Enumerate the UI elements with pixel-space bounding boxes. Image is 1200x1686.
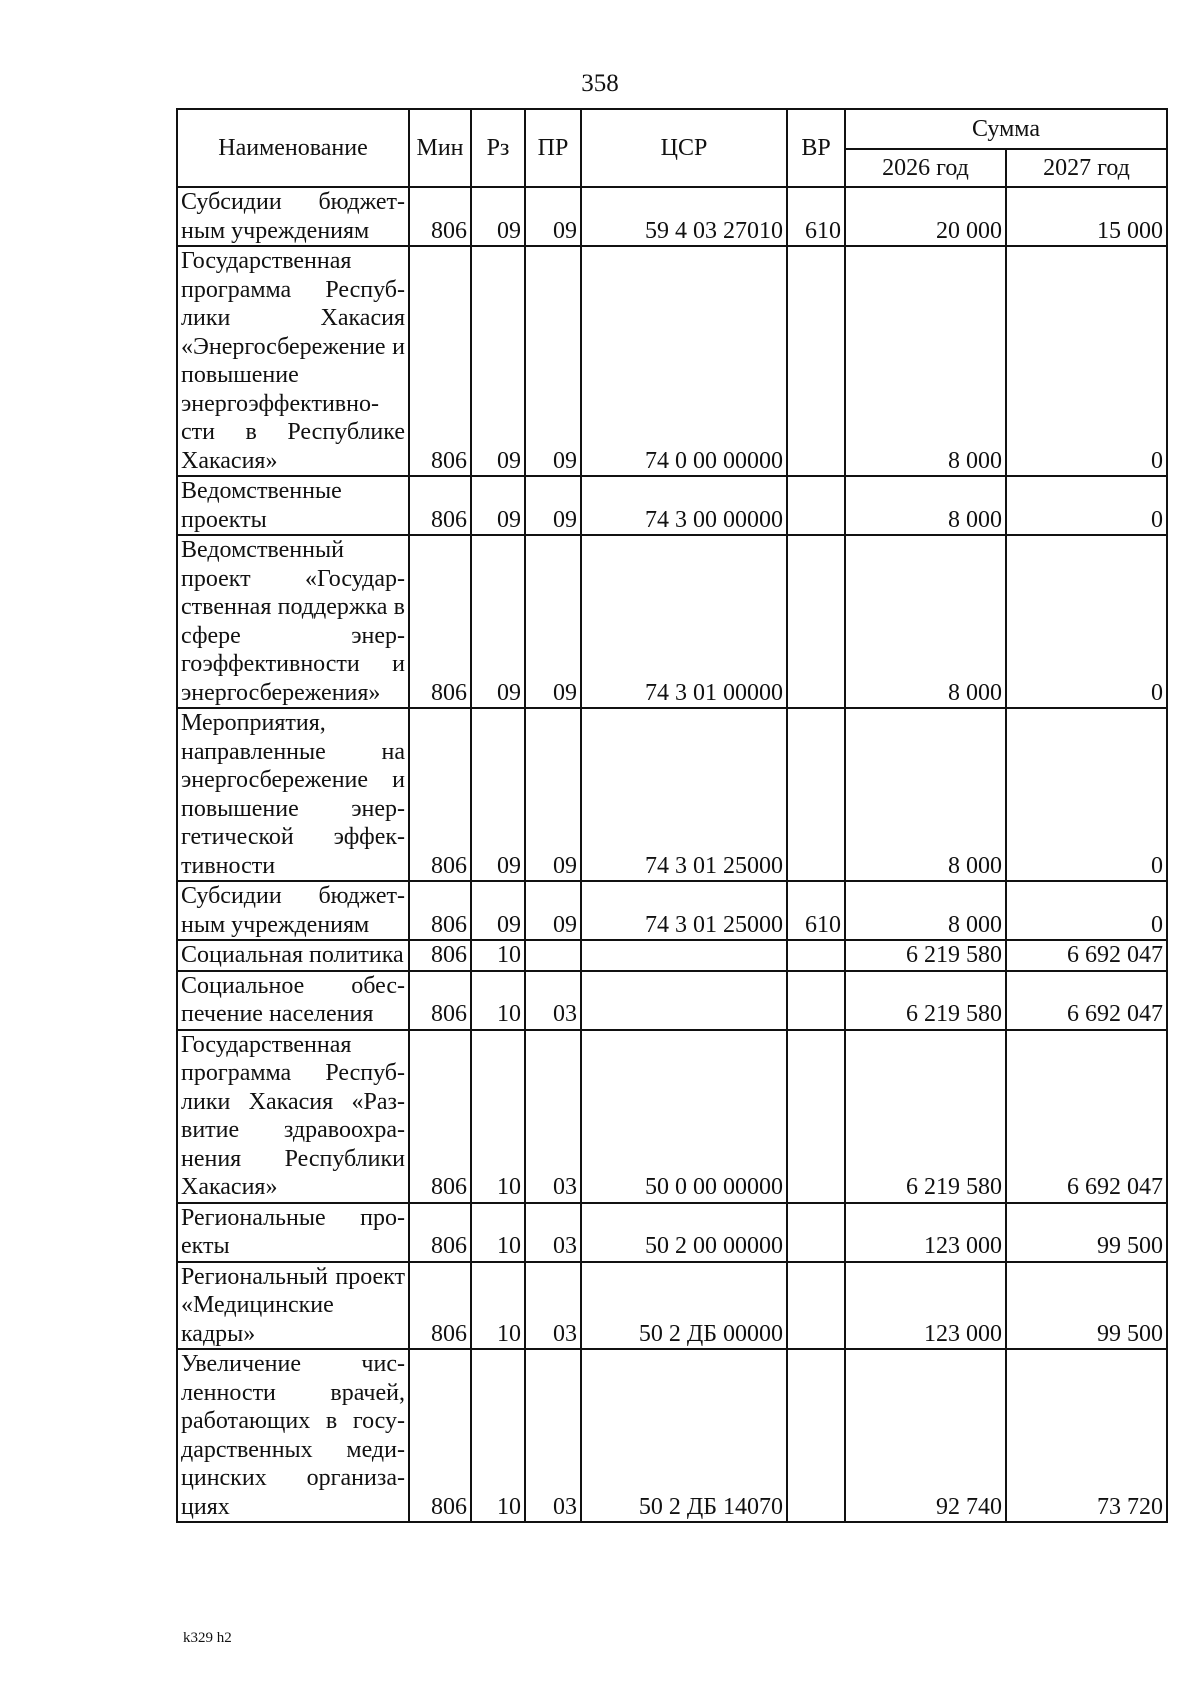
cell-amount-2026: 6 219 580 bbox=[845, 1030, 1006, 1203]
cell-vr bbox=[787, 708, 845, 881]
header-csr: ЦСР bbox=[581, 109, 787, 187]
cell-name: Ведомственный проект «Государственная поддержка в сфере энергоэффективности и энергосбережения» bbox=[177, 535, 409, 708]
cell-pr: 03 bbox=[525, 1349, 581, 1522]
cell-min: 806 bbox=[409, 1349, 471, 1522]
header-pr: ПР bbox=[525, 109, 581, 187]
cell-csr: 50 2 ДБ 00000 bbox=[581, 1262, 787, 1350]
page-number: 358 bbox=[581, 70, 619, 97]
table-row bbox=[177, 1349, 1167, 1522]
cell-csr: 50 2 ДБ 14070 bbox=[581, 1349, 787, 1522]
cell-name: Субсидии бюджетным учреждениям bbox=[177, 187, 409, 246]
cell-name: Субсидии бюджетным учреждениям bbox=[177, 881, 409, 940]
cell-amount-2027: 6 692 047 bbox=[1006, 940, 1167, 971]
cell-vr bbox=[787, 1030, 845, 1203]
cell-vr bbox=[787, 1349, 845, 1522]
header-year-2026: 2026 год bbox=[845, 149, 1006, 187]
header-sum: Сумма bbox=[845, 109, 1167, 149]
cell-name: Ведомственные проекты bbox=[177, 476, 409, 535]
cell-vr bbox=[787, 1262, 845, 1350]
cell-rz: 09 bbox=[471, 881, 525, 940]
cell-min: 806 bbox=[409, 940, 471, 971]
cell-pr: 03 bbox=[525, 1203, 581, 1262]
cell-min: 806 bbox=[409, 1203, 471, 1262]
cell-rz: 10 bbox=[471, 1349, 525, 1522]
table-row bbox=[177, 708, 1167, 881]
cell-csr: 74 0 00 00000 bbox=[581, 246, 787, 476]
cell-vr bbox=[787, 476, 845, 535]
cell-rz: 10 bbox=[471, 940, 525, 971]
cell-amount-2027: 99 500 bbox=[1006, 1203, 1167, 1262]
cell-amount-2027: 0 bbox=[1006, 535, 1167, 708]
cell-pr: 09 bbox=[525, 246, 581, 476]
cell-amount-2027: 0 bbox=[1006, 708, 1167, 881]
cell-min: 806 bbox=[409, 971, 471, 1030]
cell-csr bbox=[581, 940, 787, 971]
cell-rz: 09 bbox=[471, 246, 525, 476]
cell-amount-2027: 73 720 bbox=[1006, 1349, 1167, 1522]
cell-vr bbox=[787, 535, 845, 708]
cell-min: 806 bbox=[409, 535, 471, 708]
cell-amount-2027: 99 500 bbox=[1006, 1262, 1167, 1350]
cell-pr: 09 bbox=[525, 476, 581, 535]
cell-csr: 74 3 01 25000 bbox=[581, 881, 787, 940]
header-min: Мин bbox=[409, 109, 471, 187]
cell-min: 806 bbox=[409, 476, 471, 535]
table-row bbox=[177, 187, 1167, 246]
cell-pr: 03 bbox=[525, 1262, 581, 1350]
cell-rz: 10 bbox=[471, 971, 525, 1030]
table-row bbox=[177, 246, 1167, 476]
cell-amount-2026: 20 000 bbox=[845, 187, 1006, 246]
cell-pr: 09 bbox=[525, 708, 581, 881]
cell-rz: 10 bbox=[471, 1203, 525, 1262]
cell-csr: 74 3 01 25000 bbox=[581, 708, 787, 881]
table-row bbox=[177, 940, 1167, 971]
cell-pr: 03 bbox=[525, 1030, 581, 1203]
table-row bbox=[177, 1030, 1167, 1203]
cell-csr: 74 3 00 00000 bbox=[581, 476, 787, 535]
cell-min: 806 bbox=[409, 881, 471, 940]
budget-table-container bbox=[176, 108, 1166, 1523]
cell-amount-2026: 8 000 bbox=[845, 246, 1006, 476]
cell-amount-2027: 0 bbox=[1006, 881, 1167, 940]
cell-pr: 03 bbox=[525, 971, 581, 1030]
cell-amount-2026: 123 000 bbox=[845, 1203, 1006, 1262]
cell-amount-2026: 8 000 bbox=[845, 476, 1006, 535]
table-row bbox=[177, 971, 1167, 1030]
table-row bbox=[177, 1262, 1167, 1350]
cell-csr: 50 0 00 00000 bbox=[581, 1030, 787, 1203]
budget-table bbox=[176, 108, 1168, 1523]
cell-pr: 09 bbox=[525, 881, 581, 940]
cell-min: 806 bbox=[409, 246, 471, 476]
cell-vr bbox=[787, 1203, 845, 1262]
cell-name: Увеличение численности врачей, работающих в государственных медицинских организациях bbox=[177, 1349, 409, 1522]
cell-min: 806 bbox=[409, 708, 471, 881]
cell-amount-2027: 15 000 bbox=[1006, 187, 1167, 246]
cell-csr: 59 4 03 27010 bbox=[581, 187, 787, 246]
table-body bbox=[177, 187, 1167, 1522]
cell-amount-2026: 123 000 bbox=[845, 1262, 1006, 1350]
cell-vr bbox=[787, 940, 845, 971]
cell-name: Государственная программа Республики Хакасия «Развитие здравоохранения Республики Хакасия» bbox=[177, 1030, 409, 1203]
header-year-2027: 2027 год bbox=[1006, 149, 1167, 187]
cell-pr: 09 bbox=[525, 187, 581, 246]
cell-vr: 610 bbox=[787, 187, 845, 246]
cell-vr bbox=[787, 971, 845, 1030]
cell-amount-2027: 6 692 047 bbox=[1006, 971, 1167, 1030]
cell-min: 806 bbox=[409, 187, 471, 246]
cell-vr bbox=[787, 246, 845, 476]
cell-rz: 10 bbox=[471, 1262, 525, 1350]
table-row bbox=[177, 535, 1167, 708]
header-vr: ВР bbox=[787, 109, 845, 187]
table-row bbox=[177, 476, 1167, 535]
cell-name: Государственная программа Республики Хакасия «Энергосбережение и повышение энергоэффективности в Республике Хакасия» bbox=[177, 246, 409, 476]
cell-rz: 09 bbox=[471, 187, 525, 246]
cell-amount-2026: 8 000 bbox=[845, 881, 1006, 940]
cell-min: 806 bbox=[409, 1030, 471, 1203]
table-row bbox=[177, 1203, 1167, 1262]
cell-name: Социальная политика bbox=[177, 940, 409, 971]
cell-amount-2027: 0 bbox=[1006, 246, 1167, 476]
cell-amount-2026: 6 219 580 bbox=[845, 971, 1006, 1030]
cell-csr: 74 3 01 00000 bbox=[581, 535, 787, 708]
cell-name: Мероприятия, направленные на энергосбережение и повышение энергетической эффективности bbox=[177, 708, 409, 881]
cell-amount-2026: 92 740 bbox=[845, 1349, 1006, 1522]
cell-amount-2026: 8 000 bbox=[845, 708, 1006, 881]
cell-amount-2027: 0 bbox=[1006, 476, 1167, 535]
cell-name: Социальное обеспечение населения bbox=[177, 971, 409, 1030]
cell-rz: 10 bbox=[471, 1030, 525, 1203]
table-row bbox=[177, 881, 1167, 940]
header-rz: Рз bbox=[471, 109, 525, 187]
cell-csr bbox=[581, 971, 787, 1030]
cell-vr: 610 bbox=[787, 881, 845, 940]
cell-amount-2027: 6 692 047 bbox=[1006, 1030, 1167, 1203]
cell-min: 806 bbox=[409, 1262, 471, 1350]
cell-name: Региональный проект «Медицинские кадры» bbox=[177, 1262, 409, 1350]
cell-rz: 09 bbox=[471, 535, 525, 708]
cell-pr: 09 bbox=[525, 535, 581, 708]
cell-amount-2026: 6 219 580 bbox=[845, 940, 1006, 971]
footer-document-code: k329 h2 bbox=[183, 1630, 232, 1646]
cell-pr bbox=[525, 940, 581, 971]
cell-rz: 09 bbox=[471, 708, 525, 881]
header-name: Наименование bbox=[177, 109, 409, 187]
cell-name: Региональные проекты bbox=[177, 1203, 409, 1262]
cell-csr: 50 2 00 00000 bbox=[581, 1203, 787, 1262]
cell-amount-2026: 8 000 bbox=[845, 535, 1006, 708]
cell-rz: 09 bbox=[471, 476, 525, 535]
